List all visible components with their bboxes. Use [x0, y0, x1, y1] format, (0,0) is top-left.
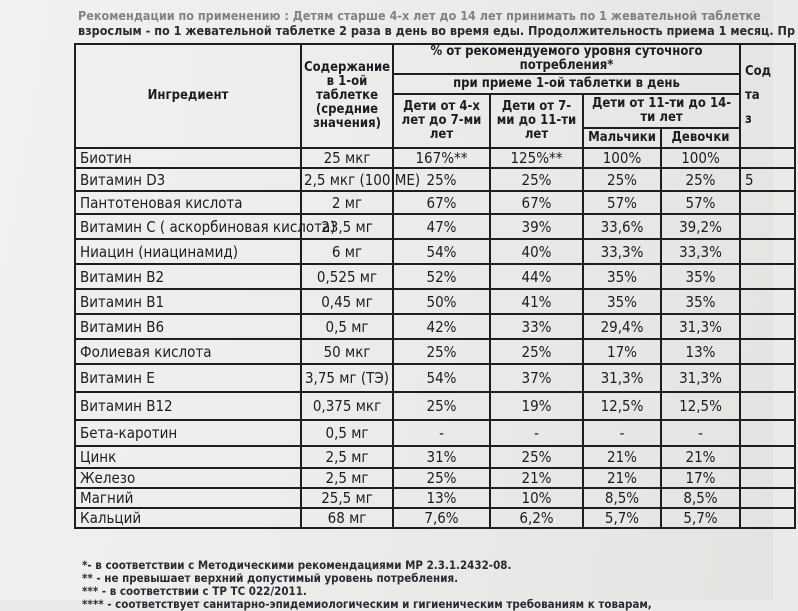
content-value: 25,5 мг: [301, 488, 393, 508]
ingredient-name: Витамин В6: [75, 314, 301, 339]
table-row: [75, 488, 795, 508]
percent-kids-7-11: 40%: [490, 239, 583, 264]
percent-girls: -: [661, 420, 740, 446]
content-value: 2,5 мг: [301, 446, 393, 468]
ingredient-name: Цинк: [75, 446, 301, 468]
header-boys: Мальчики: [583, 128, 661, 148]
table-row: [75, 392, 795, 420]
next-column-value: [740, 508, 795, 528]
next-column-value: [740, 264, 795, 289]
percent-boys: 21%: [583, 468, 661, 488]
percent-girls: 100%: [661, 148, 740, 168]
percent-boys: 35%: [583, 289, 661, 314]
percent-kids-7-11: 21%: [490, 468, 583, 488]
usage-instructions: [78, 8, 798, 38]
footnote-2: ** - не превышает верхний допустимый уровень потребления.: [82, 571, 459, 585]
content-value: 2,5 мкг (100 МЕ): [301, 168, 393, 191]
header-girls: Девочки: [661, 128, 740, 148]
percent-kids-4-7: 25%: [393, 468, 490, 488]
table-row: [75, 264, 795, 289]
content-value: 23,5 мг: [301, 214, 393, 239]
content-value: 2,5 мг: [301, 468, 393, 488]
percent-kids-4-7: 54%: [393, 239, 490, 264]
ingredient-name: Витамин Е: [75, 364, 301, 392]
percent-girls: 12,5%: [661, 392, 740, 420]
next-column-value: [740, 239, 795, 264]
table-row: [75, 339, 795, 364]
percent-girls: 21%: [661, 446, 740, 468]
content-value: 0,5 мг: [301, 420, 393, 446]
table-row: [75, 191, 795, 214]
content-value: 6 мг: [301, 239, 393, 264]
header-kids-11-14: Дети от 11-ти до 14-ти лет: [583, 94, 740, 128]
percent-kids-4-7: 42%: [393, 314, 490, 339]
percent-girls: 31,3%: [661, 364, 740, 392]
footnote-4: **** - соответствует санитарно-эпидемиологическим и гигиеническим требованиям к товарам,: [82, 597, 652, 611]
percent-kids-4-7: 67%: [393, 191, 490, 214]
percent-boys: -: [583, 420, 661, 446]
content-value: 25 мкг: [301, 148, 393, 168]
percent-girls: 8,5%: [661, 488, 740, 508]
percent-kids-4-7: 54%: [393, 364, 490, 392]
ingredient-name: Витамин В1: [75, 289, 301, 314]
table-row: [75, 364, 795, 392]
percent-kids-7-11: 25%: [490, 446, 583, 468]
table-row: [75, 214, 795, 239]
table-row: [75, 446, 795, 468]
header-kids-4-7: Дети от 4-х лет до 7-ми лет: [393, 94, 490, 148]
ingredient-name: Магний: [75, 488, 301, 508]
percent-kids-7-11: 25%: [490, 339, 583, 364]
table-row: [75, 289, 795, 314]
percent-boys: 29,4%: [583, 314, 661, 339]
footnote-1: *- в соответствии с Методическими рекомендациями МР 2.3.1.2432-08.: [82, 558, 512, 572]
percent-kids-7-11: 25%: [490, 168, 583, 191]
percent-kids-7-11: 10%: [490, 488, 583, 508]
percent-kids-7-11: 39%: [490, 214, 583, 239]
ingredient-name: Витамин В12: [75, 392, 301, 420]
percent-kids-7-11: 67%: [490, 191, 583, 214]
percent-girls: 13%: [661, 339, 740, 364]
percent-kids-4-7: 25%: [393, 339, 490, 364]
next-column-value: [740, 446, 795, 468]
next-column-value: 5: [740, 168, 795, 191]
table-row: [75, 508, 795, 528]
next-column-value: [740, 289, 795, 314]
ingredient-name: Железо: [75, 468, 301, 488]
footnotes: [82, 559, 782, 611]
percent-boys: 33,3%: [583, 239, 661, 264]
percent-kids-7-11: 41%: [490, 289, 583, 314]
percent-kids-7-11: 37%: [490, 364, 583, 392]
percent-girls: 31,3%: [661, 314, 740, 339]
percent-girls: 35%: [661, 264, 740, 289]
next-column-value: [740, 191, 795, 214]
table-row: [75, 420, 795, 446]
content-value: 0,375 мкг: [301, 392, 393, 420]
header-ingredient: Ингредиент: [75, 44, 301, 148]
next-column-value: [740, 314, 795, 339]
next-column-value: [740, 339, 795, 364]
percent-boys: 12,5%: [583, 392, 661, 420]
usage-line-2: взрослым - по 1 жевательной таблетке 2 раза в день во время еды. Продолжительность приема 1 месяц. Пр: [78, 23, 796, 38]
percent-boys: 17%: [583, 339, 661, 364]
ingredient-name: Фолиевая кислота: [75, 339, 301, 364]
ingredient-name: Биотин: [75, 148, 301, 168]
nutrition-table: [74, 43, 796, 529]
content-value: 0,525 мг: [301, 264, 393, 289]
table-row: [75, 239, 795, 264]
percent-boys: 57%: [583, 191, 661, 214]
percent-kids-4-7: 13%: [393, 488, 490, 508]
percent-girls: 57%: [661, 191, 740, 214]
next-column-value: [740, 148, 795, 168]
footnote-3: *** - в соответствии с ТР ТС 022/2011.: [82, 584, 307, 598]
usage-line-1: Рекомендации по применению : Детям старше 4-х лет до 14 лет принимать по 1 жевательной таблетке: [78, 8, 761, 23]
header-content: Содержание в 1-ой таблетке (средние значения): [301, 44, 393, 148]
percent-boys: 33,6%: [583, 214, 661, 239]
header-next-column: [740, 44, 795, 148]
percent-boys: 31,3%: [583, 364, 661, 392]
percent-kids-7-11: 33%: [490, 314, 583, 339]
percent-girls: 25%: [661, 168, 740, 191]
percent-kids-7-11: 125%**: [490, 148, 583, 168]
ingredient-name: Ниацин (ниацинамид): [75, 239, 301, 264]
header-percent-group: % от рекомендуемого уровня суточного потребления*: [393, 44, 740, 74]
ingredient-name: Витамин С ( аскорбиновая кислота): [75, 214, 301, 239]
percent-boys: 25%: [583, 168, 661, 191]
percent-boys: 100%: [583, 148, 661, 168]
next-column-value: [740, 364, 795, 392]
percent-girls: 5,7%: [661, 508, 740, 528]
percent-girls: 33,3%: [661, 239, 740, 264]
percent-kids-7-11: 6,2%: [490, 508, 583, 528]
percent-boys: 35%: [583, 264, 661, 289]
content-value: 0,5 мг: [301, 314, 393, 339]
percent-kids-7-11: 19%: [490, 392, 583, 420]
percent-boys: 21%: [583, 446, 661, 468]
next-col-top: Сод: [745, 64, 772, 79]
percent-girls: 17%: [661, 468, 740, 488]
ingredient-name: Витамин В2: [75, 264, 301, 289]
percent-boys: 5,7%: [583, 508, 661, 528]
content-value: 2 мг: [301, 191, 393, 214]
percent-boys: 8,5%: [583, 488, 661, 508]
next-column-value: [740, 468, 795, 488]
percent-kids-4-7: 7,6%: [393, 508, 490, 528]
percent-girls: 35%: [661, 289, 740, 314]
percent-kids-4-7: 31%: [393, 446, 490, 468]
ingredient-name: Пантотеновая кислота: [75, 191, 301, 214]
table-row: [75, 314, 795, 339]
content-value: 50 мкг: [301, 339, 393, 364]
percent-girls: 39,2%: [661, 214, 740, 239]
percent-kids-4-7: 25%: [393, 392, 490, 420]
next-column-value: [740, 214, 795, 239]
header-per-tablet: при приеме 1-ой таблетки в день: [393, 74, 740, 94]
percent-kids-4-7: 50%: [393, 289, 490, 314]
percent-kids-4-7: 52%: [393, 264, 490, 289]
table-row: [75, 148, 795, 168]
percent-kids-4-7: -: [393, 420, 490, 446]
next-col-mid: та: [745, 88, 760, 103]
percent-kids-4-7: 25%: [393, 168, 490, 191]
table-row: [75, 168, 795, 191]
percent-kids-4-7: 167%**: [393, 148, 490, 168]
percent-kids-7-11: 44%: [490, 264, 583, 289]
next-column-value: [740, 392, 795, 420]
table-row: [75, 468, 795, 488]
next-column-value: [740, 420, 795, 446]
next-col-bot: з: [745, 112, 752, 127]
ingredient-name: Бета-каротин: [75, 420, 301, 446]
content-value: 0,45 мг: [301, 289, 393, 314]
next-column-value: [740, 488, 795, 508]
ingredient-name: Кальций: [75, 508, 301, 528]
percent-kids-4-7: 47%: [393, 214, 490, 239]
ingredient-name: Витамин D3: [75, 168, 301, 191]
content-value: 3,75 мг (ТЭ): [301, 364, 393, 392]
percent-kids-7-11: -: [490, 420, 583, 446]
content-value: 68 мг: [301, 508, 393, 528]
header-kids-7-11: Дети от 7-ми до 11-ти лет: [490, 94, 583, 148]
